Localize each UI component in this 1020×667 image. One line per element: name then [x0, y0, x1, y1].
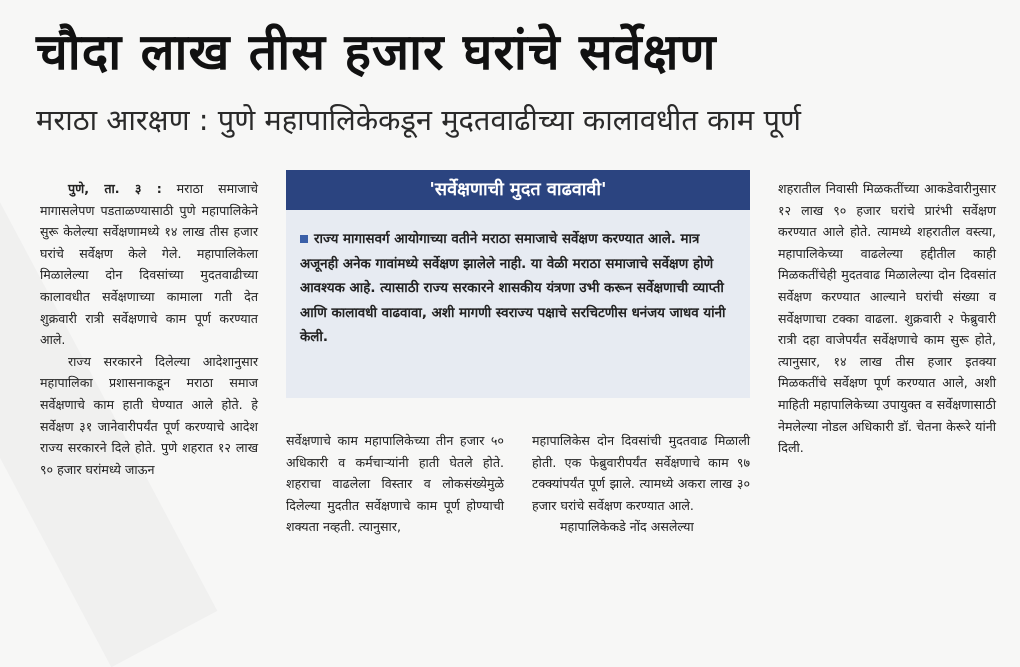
column-1 — [40, 178, 258, 480]
highlight-box-body — [300, 228, 736, 351]
column-4 — [778, 178, 996, 459]
column-1-paragraph-2: राज्य सरकारने दिलेल्या आदेशानुसार महापालिका प्रशासनाकडून मराठा समाज सर्वेक्षणाचे काम हाती घेण्यात आले होते. हे सर्वेक्षण ३१ जानेवारीपर्यंत पूर्ण करण्याचे आदेश राज्य सरकारने दिले होते. पुणे शहरात १२ लाख ९० हजार घरांमध्ये जाऊन — [40, 353, 258, 477]
highlight-box-title: 'सर्वेक्षणाची मुदत वाढवावी' — [286, 170, 750, 210]
dateline: पुणे, ता. ३ : — [68, 181, 162, 196]
column-3-paragraph-1: महापालिकेस दोन दिवसांची मुदतवाढ मिळाली होती. एक फेब्रुवारीपर्यंत सर्वेक्षणाचे काम ९७ टक्क्यांपर्यंत पूर्ण झाले. त्यामध्ये अकरा लाख ३० हजार घरांचे सर्वेक्षण करण्यात आले. — [532, 433, 750, 513]
highlight-box-text: राज्य मागासवर्ग आयोगाच्या वतीने मराठा समाजाचे सर्वेक्षण करण्यात आले. मात्र अजूनही अनेक गावांमध्ये सर्वेक्षण झालेले नाही. या वेळी मराठा समाजाचे सर्वेक्षण होणे आवश्यक आहे. त्यासाठी राज्य सरकारने शासकीय यंत्रणा उभी करून सर्वेक्षणाची व्याप्ती आणि कालावधी वाढवावा, अशी मागणी स्वराज्य पक्षाचे सरचिटणीस धनंजय जाधव यांनी केली. — [300, 232, 726, 346]
highlight-box — [286, 170, 750, 398]
column-3 — [532, 430, 750, 538]
column-2 — [286, 430, 504, 538]
column-1-text-1: मराठा समाजाचे मागासलेपण पडताळण्यासाठी पुणे महापालिकेने सुरू केलेल्या सर्वेक्षणामध्ये १४ लाख तीस हजार घरांचे सर्वेक्षण केले गेले. महापालिकेला मिळालेल्या दोन दिवसांच्या मुदतवाढीच्या कालावधीत सर्वेक्षणाच्या कामाला गती देत शुक्रवारी रात्री सर्वेक्षणाचे काम पूर्ण करण्यात आले. — [40, 181, 258, 348]
subheadline: मराठा आरक्षण : पुणे महापालिकेकडून मुदतवाढीच्या कालावधीत काम पूर्ण — [36, 103, 801, 137]
square-bullet-icon — [300, 235, 308, 243]
column-2-paragraph-1: सर्वेक्षणाचे काम महापालिकेच्या तीन हजार ५० अधिकारी व कर्मचाऱ्यांनी हाती घेतले होते. शहराचा वाढलेला विस्तार व लोकसंख्येमुळे दिलेल्या मुदतीत सर्वेक्षणाचे काम पूर्ण होण्याची शक्यता नव्हती. त्यानुसार, — [286, 433, 504, 535]
column-4-paragraph-1: शहरातील निवासी मिळकतींच्या आकडेवारीनुसार १२ लाख ९० हजार घरांचे प्रारंभी सर्वेक्षण करण्यात आले होते. त्यामध्ये शहरातील वस्त्या, महापालिकेच्या वाढलेल्या हद्दीतील काही मिळकतींचेही मुदतवाढ मिळालेल्या दोन दिवसांत सर्वेक्षण करण्यात आल्याने घरांची संख्या व सर्वेक्षणाचा टक्का वाढला. शुक्रवारी २ फेब्रुवारी रात्री दहा वाजेपर्यंत सर्वेक्षणाचे काम सुरू होते, त्यानुसार, १४ लाख तीस हजार इतक्या मिळकतींचे सर्वेक्षण पूर्ण करण्यात आले, अशी माहिती महापालिकेच्या उपायुक्त व सर्वेक्षणासाठी नेमलेल्या नोडल अधिकारी डॉ. चेतना केरूरे यांनी दिली. — [778, 181, 996, 456]
headline: चौदा लाख तीस हजार घरांचे सर्वेक्षण — [36, 23, 717, 81]
column-1-paragraph-1 — [40, 178, 258, 351]
column-3-paragraph-2: महापालिकेकडे नोंद असलेल्या — [560, 519, 694, 535]
